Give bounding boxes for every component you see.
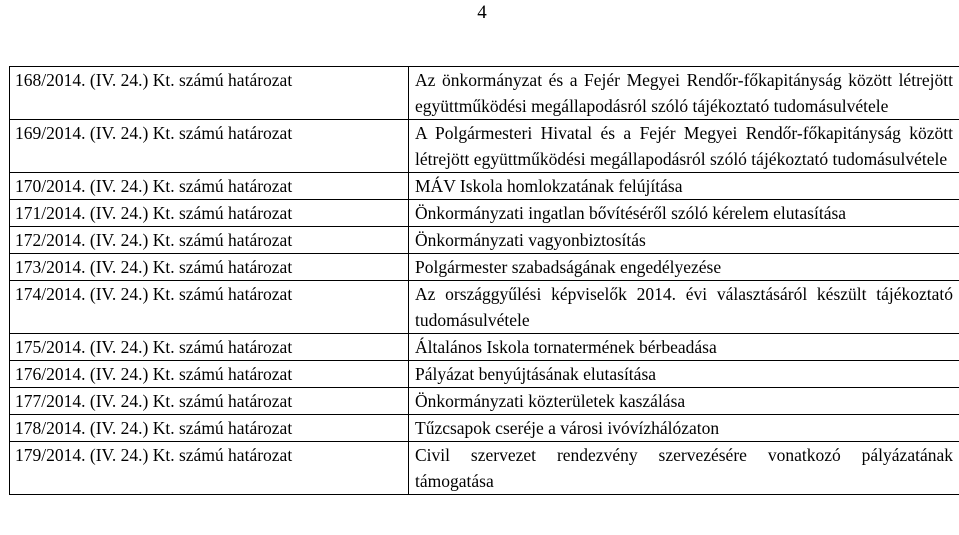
resolution-subject: Önkormányzati vagyonbiztosítás [409,227,959,254]
resolution-number: 174/2014. (IV. 24.) Kt. számú határozat [10,281,409,334]
table-row [10,120,959,173]
resolution-subject: Általános Iskola tornatermének bérbeadása [409,334,959,361]
table-row [10,334,959,361]
resolution-number: 178/2014. (IV. 24.) Kt. számú határozat [10,415,409,442]
resolution-subject: Pályázat benyújtásának elutasítása [409,361,959,388]
table-row [10,442,959,495]
resolution-subject: Civil szervezet rendezvény szervezésére vonatkozó pályázatának támogatása [409,442,959,495]
table-row [10,415,959,442]
resolution-number: 176/2014. (IV. 24.) Kt. számú határozat [10,361,409,388]
resolution-number: 171/2014. (IV. 24.) Kt. számú határozat [10,200,409,227]
resolution-number: 173/2014. (IV. 24.) Kt. számú határozat [10,254,409,281]
resolution-subject: Polgármester szabadságának engedélyezése [409,254,959,281]
table-row [10,254,959,281]
resolution-number: 172/2014. (IV. 24.) Kt. számú határozat [10,227,409,254]
resolution-number: 170/2014. (IV. 24.) Kt. számú határozat [10,173,409,200]
resolution-number: 179/2014. (IV. 24.) Kt. számú határozat [10,442,409,495]
resolution-number: 169/2014. (IV. 24.) Kt. számú határozat [10,120,409,173]
resolution-number: 175/2014. (IV. 24.) Kt. számú határozat [10,334,409,361]
resolution-subject: Önkormányzati közterületek kaszálása [409,388,959,415]
table-row [10,173,959,200]
table-row [10,200,959,227]
page-number: 4 [477,2,487,23]
resolution-subject: Önkormányzati ingatlan bővítéséről szóló kérelem elutasítása [409,200,959,227]
table-row [10,361,959,388]
resolution-subject: Az országgyűlési képviselők 2014. évi választásáról készült tájékoztató tudomásulvétele [409,281,959,334]
resolution-number: 177/2014. (IV. 24.) Kt. számú határozat [10,388,409,415]
resolution-subject: Tűzcsapok cseréje a városi ivóvízhálózaton [409,415,959,442]
table-row [10,388,959,415]
table-row [10,67,959,120]
table-row [10,281,959,334]
resolution-number: 168/2014. (IV. 24.) Kt. számú határozat [10,67,409,120]
resolutions-table [9,66,959,495]
resolution-subject: MÁV Iskola homlokzatának felújítása [409,173,959,200]
table-row [10,227,959,254]
resolution-subject: A Polgármesteri Hivatal és a Fejér Megyei Rendőr-főkapitányság között létrejött együttműködési megállapodásról szóló tájékoztató tudomásulvétele [409,120,959,173]
resolution-subject: Az önkormányzat és a Fejér Megyei Rendőr-főkapitányság között létrejött együttműködési megállapodásról szóló tájékoztató tudomásulvétele [409,67,959,120]
